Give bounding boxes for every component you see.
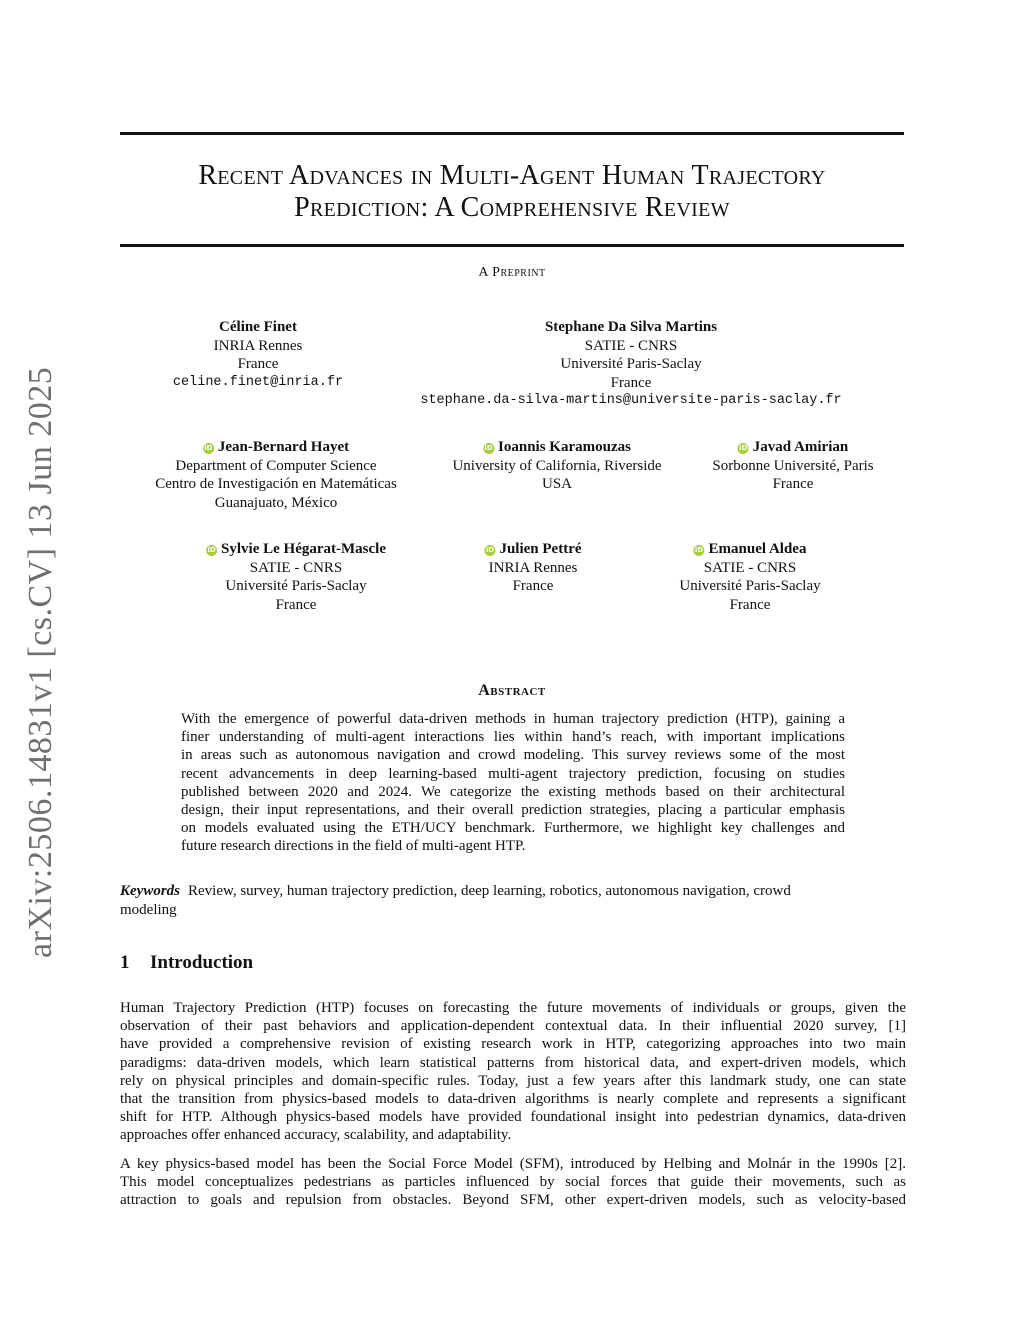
abstract-line: future research directions in the field of multi-agent HTP. — [181, 838, 526, 855]
body-paragraph — [120, 1155, 906, 1210]
author-block — [679, 540, 820, 614]
abstract-text — [181, 710, 845, 856]
author-name: Céline Finet — [219, 319, 297, 335]
section-heading — [120, 952, 253, 974]
author-affiliation: SATIE - CNRS — [249, 559, 343, 576]
orcid-icon[interactable]: iD — [484, 444, 493, 452]
orcid-icon[interactable]: iD — [694, 546, 704, 554]
author-country: France — [772, 476, 814, 492]
paragraph-line: that the transition from physics-based models to data-driven algorithms is nearly complete and represents a significant — [120, 1091, 906, 1108]
body-paragraph — [120, 999, 906, 1145]
paragraph-line: observation of their past behaviors and application-dependent contextual data. In their influential 2020 survey, [1] — [120, 1018, 906, 1035]
author-affiliation: University of California, Riverside — [452, 457, 662, 474]
author-name: Julien Pettré — [499, 541, 582, 557]
author-affiliation: Sorbonne Université, Paris — [712, 457, 874, 474]
author-block — [484, 540, 581, 596]
orcid-icon[interactable]: iD — [485, 546, 495, 554]
author-country: France — [729, 596, 771, 613]
orcid-icon[interactable]: iD — [204, 444, 213, 452]
author-country: France — [275, 596, 317, 613]
author-affiliation: Université Paris-Saclay — [679, 578, 821, 594]
author-affiliation: SATIE - CNRS — [703, 559, 797, 576]
author-name: Sylvie Le Hégarat-Mascle — [221, 541, 386, 557]
abstract-line: design, their input representations, and their overall prediction strategies, placing a particular emphasis — [181, 802, 845, 819]
author-block — [155, 438, 397, 512]
abstract-line: in areas such as autonomous navigation and crowd modeling. This survey reviews some of the most — [181, 747, 845, 764]
author-name: Stephane Da Silva Martins — [544, 319, 718, 335]
author-country: USA — [541, 476, 572, 492]
abstract-heading: Abstract — [478, 682, 546, 699]
author-name: Javad Amirian — [752, 439, 849, 455]
author-affiliation: SATIE - CNRS — [584, 337, 678, 354]
paragraph-line: approaches offer enhanced accuracy, scalability, and adaptability. — [120, 1127, 512, 1144]
author-country: France — [512, 578, 554, 594]
author-affiliation: Centro de Investigación en Matemáticas — [155, 476, 397, 492]
title-line-1: Recent Advances in Multi-Agent Human Trajectory — [198, 160, 826, 191]
author-country: France — [237, 356, 279, 372]
author-block — [452, 438, 661, 494]
author-email[interactable]: celine.finet@inria.fr — [172, 374, 344, 390]
section-number: 1 — [120, 952, 130, 973]
author-affiliation: INRIA Rennes — [488, 559, 578, 576]
author-block — [206, 540, 386, 614]
keywords-text: modeling — [120, 901, 177, 918]
abstract-line: finer understanding of multi-agent interactions lies within hand’s reach, with important implications — [181, 729, 845, 746]
abstract-line: recent advancements in deep learning-based multi-agent trajectory prediction, focusing on studies — [181, 765, 845, 782]
author-country: France — [610, 374, 652, 391]
keywords-text: Review, survey, human trajectory prediction, deep learning, robotics, autonomous navigation, crowd — [188, 883, 791, 899]
author-block — [173, 318, 343, 392]
paragraph-line: shift for HTP. Although physics-based models have provided foundational insight into pedestrian dynamics, data-driven — [120, 1109, 906, 1126]
paragraph-line: paradigms: data-driven models, which learn statistical patterns from historical data, and expert-driven models, which — [120, 1054, 906, 1071]
author-name: Ioannis Karamouzas — [498, 439, 631, 455]
keywords — [120, 882, 904, 919]
author-email[interactable]: stephane.da-silva-martins@universite-paris-saclay.fr — [420, 393, 842, 408]
orcid-icon[interactable]: iD — [739, 444, 748, 452]
author-block — [712, 438, 873, 494]
orcid-icon[interactable]: iD — [207, 546, 216, 554]
paragraph-line: rely on physical principles and domain-specific rules. Today, just a few years after this landmark study, one can state — [120, 1072, 906, 1089]
title-line-2: Prediction: A Comprehensive Review — [294, 192, 730, 223]
author-name: Jean-Bernard Hayet — [217, 439, 350, 455]
paragraph-line: attraction to goals and repulsion from obstacles. Beyond SFM, other expert-driven models, such as velocity-based — [120, 1192, 906, 1209]
keywords-label: Keywords — [120, 883, 180, 899]
paragraph-line: Human Trajectory Prediction (HTP) focuses on forecasting the future movements of individuals or groups, given the — [120, 1000, 906, 1016]
title-bottom-rule — [120, 244, 904, 247]
title-top-rule — [120, 132, 904, 135]
abstract-line: on models evaluated using the ETH/UCY benchmark. Furthermore, we highlight key challenges and — [181, 820, 845, 837]
author-affiliation: Department of Computer Science — [175, 457, 377, 474]
abstract-line: published between 2020 and 2024. We categorize the existing methods based on their architectural — [181, 783, 845, 800]
arxiv-identifier: arXiv:2506.14831v1 [cs.CV] 13 Jun 2025 — [22, 366, 59, 958]
author-location: Guanajuato, México — [214, 494, 338, 511]
paper-title — [120, 160, 904, 224]
author-affiliation: Université Paris-Saclay — [560, 356, 702, 372]
paragraph-line: have provided a comprehensive revision of existing research work in HTP, categorizing approaches into two main — [120, 1036, 906, 1053]
abstract-line: With the emergence of powerful data-driven methods in human trajectory prediction (HTP), gaining a — [181, 711, 845, 727]
author-affiliation: INRIA Rennes — [213, 337, 303, 354]
author-affiliation: Université Paris-Saclay — [225, 578, 367, 594]
paragraph-line: A key physics-based model has been the Social Force Model (SFM), introduced by Helbing and Molnár in the 1990s [2]. — [120, 1156, 906, 1172]
section-title: Introduction — [150, 952, 254, 973]
paragraph-line: This model conceptualizes pedestrians as particles influenced by social forces that guide their movements, such as — [120, 1174, 906, 1191]
author-name: Emanuel Aldea — [708, 541, 807, 557]
author-block — [420, 318, 841, 411]
preprint-label: A Preprint — [478, 265, 546, 280]
